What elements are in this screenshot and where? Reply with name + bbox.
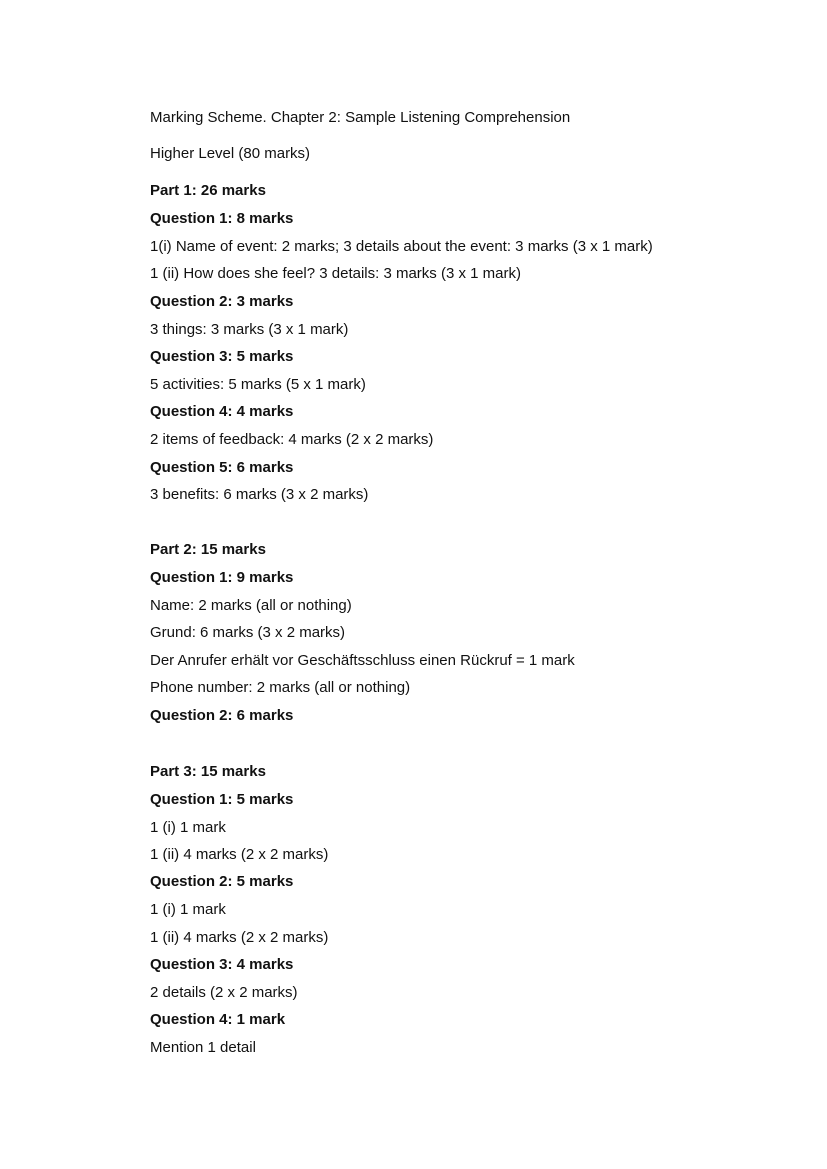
part1-q1-line1: 1(i) Name of event: 2 marks; 3 details about the event: 3 marks (3 x 1 mark): [150, 238, 653, 255]
part3-q1-line2: 1 (ii) 4 marks (2 x 2 marks): [150, 846, 329, 863]
part2-q1-line2: Grund: 6 marks (3 x 2 marks): [150, 624, 346, 641]
part3-q1-heading: Question 1: 5 marks: [150, 791, 294, 808]
part1-q3-line1: 5 activities: 5 marks (5 x 1 mark): [150, 376, 366, 393]
part3-q2-line2: 1 (ii) 4 marks (2 x 2 marks): [150, 929, 329, 946]
part3-q1-line1: 1 (i) 1 mark: [150, 819, 226, 836]
document-title: Marking Scheme. Chapter 2: Sample Listening Comprehension: [150, 109, 571, 126]
part2-q1-heading: Question 1: 9 marks: [150, 569, 294, 586]
part3-q3-line1: 2 details (2 x 2 marks): [150, 984, 298, 1001]
part3-q2-heading: Question 2: 5 marks: [150, 873, 294, 890]
part2-q1-line4: Phone number: 2 marks (all or nothing): [150, 679, 411, 696]
part1-q1-line2: 1 (ii) How does she feel? 3 details: 3 marks (3 x 1 mark): [150, 265, 521, 282]
part1-q5-line1: 3 benefits: 6 marks (3 x 2 marks): [150, 486, 369, 503]
part2-q1-line1: Name: 2 marks (all or nothing): [150, 597, 352, 614]
part3-q2-line1: 1 (i) 1 mark: [150, 901, 226, 918]
part1-q4-heading: Question 4: 4 marks: [150, 403, 294, 420]
part3-q4-line1: Mention 1 detail: [150, 1039, 256, 1056]
part1-q5-heading: Question 5: 6 marks: [150, 459, 294, 476]
part3-q3-heading: Question 3: 4 marks: [150, 956, 294, 973]
part2-q2-heading: Question 2: 6 marks: [150, 707, 294, 724]
document-page: [150, 108, 770, 1058]
part1-heading: Part 1: 26 marks: [150, 182, 266, 199]
part1-q3-heading: Question 3: 5 marks: [150, 348, 294, 365]
part3-heading: Part 3: 15 marks: [150, 763, 266, 780]
part2-q1-line3: Der Anrufer erhält vor Geschäftsschluss einen Rückruf = 1 mark: [150, 652, 575, 669]
part2-heading: Part 2: 15 marks: [150, 541, 266, 558]
part1-q2-heading: Question 2: 3 marks: [150, 293, 294, 310]
level-subtitle: Higher Level (80 marks): [150, 145, 311, 162]
part1-q4-line1: 2 items of feedback: 4 marks (2 x 2 marks): [150, 431, 434, 448]
part1-q1-heading: Question 1: 8 marks: [150, 210, 294, 227]
part3-q4-heading: Question 4: 1 mark: [150, 1011, 286, 1028]
part1-q2-line1: 3 things: 3 marks (3 x 1 mark): [150, 321, 349, 338]
